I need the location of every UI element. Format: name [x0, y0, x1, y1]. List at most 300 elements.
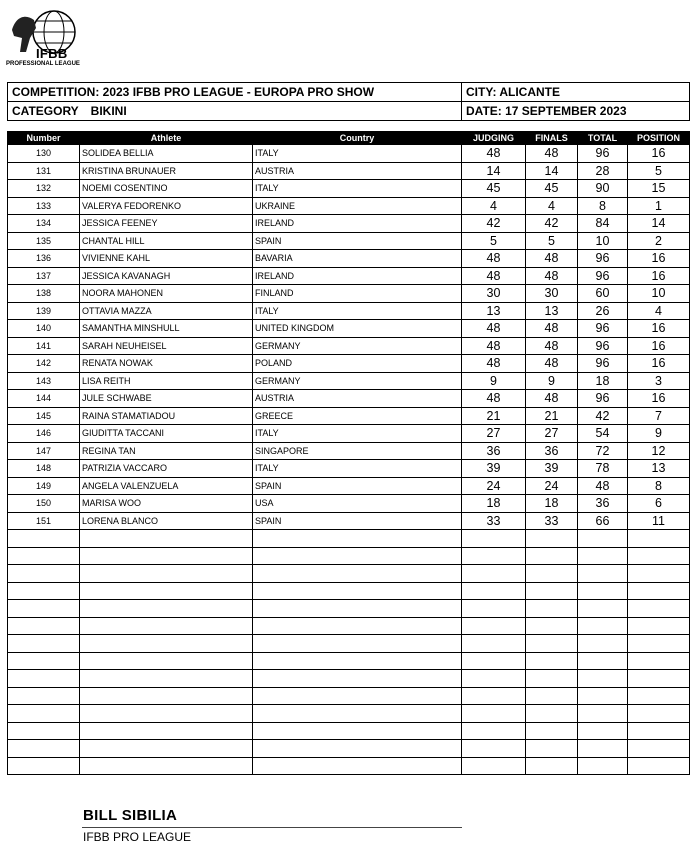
empty-cell — [253, 687, 462, 705]
empty-cell — [462, 547, 526, 565]
athlete-country: AUSTRIA — [253, 162, 462, 180]
placing: 16 — [628, 320, 690, 338]
competition-date: DATE: 17 SEPTEMBER 2023 — [462, 102, 690, 121]
athlete-country: BAVARIA — [253, 250, 462, 268]
empty-table-row — [8, 530, 690, 548]
empty-table-row — [8, 635, 690, 653]
finals-score: 5 — [526, 232, 578, 250]
empty-cell — [8, 705, 80, 723]
athlete-country: ITALY — [253, 302, 462, 320]
placing: 14 — [628, 215, 690, 233]
athlete-name: NOORA MAHONEN — [80, 285, 253, 303]
empty-cell — [253, 705, 462, 723]
placing: 16 — [628, 267, 690, 285]
judging-score: 48 — [462, 355, 526, 373]
empty-cell — [8, 635, 80, 653]
table-row — [8, 425, 690, 443]
total-score: 36 — [578, 495, 628, 513]
table-row — [8, 162, 690, 180]
finals-score: 48 — [526, 250, 578, 268]
athlete-country: SPAIN — [253, 477, 462, 495]
finals-score: 42 — [526, 215, 578, 233]
finals-score: 48 — [526, 320, 578, 338]
athlete-name: JESSICA KAVANAGH — [80, 267, 253, 285]
athlete-number: 136 — [8, 250, 80, 268]
athlete-country: UNITED KINGDOM — [253, 320, 462, 338]
empty-cell — [526, 740, 578, 758]
empty-cell — [80, 635, 253, 653]
empty-cell — [462, 652, 526, 670]
placing: 3 — [628, 372, 690, 390]
judging-score: 48 — [462, 250, 526, 268]
athlete-number: 140 — [8, 320, 80, 338]
finals-score: 39 — [526, 460, 578, 478]
empty-cell — [80, 670, 253, 688]
athlete-number: 134 — [8, 215, 80, 233]
athlete-name: NOEMI COSENTINO — [80, 180, 253, 198]
athlete-country: SINGAPORE — [253, 442, 462, 460]
empty-cell — [628, 670, 690, 688]
logo-subtext: PROFESSIONAL LEAGUE — [6, 61, 80, 67]
empty-cell — [578, 757, 628, 775]
judging-score: 48 — [462, 320, 526, 338]
athlete-name: VIVIENNE KAHL — [80, 250, 253, 268]
finals-score: 48 — [526, 145, 578, 163]
empty-table-row — [8, 582, 690, 600]
athlete-country: POLAND — [253, 355, 462, 373]
empty-cell — [253, 530, 462, 548]
empty-cell — [8, 600, 80, 618]
athlete-name: RENATA NOWAK — [80, 355, 253, 373]
finals-score: 24 — [526, 477, 578, 495]
empty-cell — [628, 757, 690, 775]
athlete-name: GIUDITTA TACCANI — [80, 425, 253, 443]
signature-line — [82, 827, 462, 828]
empty-cell — [253, 652, 462, 670]
placing: 4 — [628, 302, 690, 320]
table-row — [8, 267, 690, 285]
empty-cell — [253, 722, 462, 740]
athlete-name: PATRIZIA VACCARO — [80, 460, 253, 478]
judging-score: 9 — [462, 372, 526, 390]
ifbb-logo — [6, 8, 86, 70]
empty-table-row — [8, 705, 690, 723]
table-row — [8, 250, 690, 268]
empty-cell — [578, 722, 628, 740]
empty-cell — [80, 705, 253, 723]
athlete-country: USA — [253, 495, 462, 513]
empty-cell — [526, 565, 578, 583]
empty-cell — [253, 600, 462, 618]
placing: 1 — [628, 197, 690, 215]
athlete-number: 141 — [8, 337, 80, 355]
athlete-number: 139 — [8, 302, 80, 320]
athlete-country: ITALY — [253, 145, 462, 163]
finals-score: 48 — [526, 355, 578, 373]
empty-cell — [526, 635, 578, 653]
total-score: 96 — [578, 250, 628, 268]
judging-score: 48 — [462, 337, 526, 355]
athlete-number: 145 — [8, 407, 80, 425]
judging-score: 39 — [462, 460, 526, 478]
total-score: 48 — [578, 477, 628, 495]
placing: 7 — [628, 407, 690, 425]
athlete-country: IRELAND — [253, 267, 462, 285]
table-row — [8, 355, 690, 373]
empty-cell — [526, 687, 578, 705]
placing: 15 — [628, 180, 690, 198]
judging-score: 5 — [462, 232, 526, 250]
empty-cell — [578, 635, 628, 653]
athlete-country: ITALY — [253, 425, 462, 443]
empty-cell — [80, 565, 253, 583]
empty-cell — [578, 617, 628, 635]
empty-cell — [628, 565, 690, 583]
athlete-number: 131 — [8, 162, 80, 180]
empty-cell — [628, 582, 690, 600]
empty-cell — [526, 757, 578, 775]
empty-cell — [578, 547, 628, 565]
empty-cell — [8, 547, 80, 565]
table-row — [8, 407, 690, 425]
athlete-name: SARAH NEUHEISEL — [80, 337, 253, 355]
empty-cell — [462, 635, 526, 653]
athlete-number: 132 — [8, 180, 80, 198]
empty-cell — [578, 670, 628, 688]
empty-cell — [628, 652, 690, 670]
empty-cell — [462, 600, 526, 618]
athlete-number: 142 — [8, 355, 80, 373]
empty-cell — [526, 547, 578, 565]
finals-score: 33 — [526, 512, 578, 530]
placing: 16 — [628, 390, 690, 408]
placing: 2 — [628, 232, 690, 250]
empty-cell — [628, 687, 690, 705]
athlete-name: JESSICA FEENEY — [80, 215, 253, 233]
athlete-name: LISA REITH — [80, 372, 253, 390]
results-table — [7, 131, 690, 775]
empty-cell — [462, 687, 526, 705]
empty-cell — [526, 582, 578, 600]
column-header-number: Number — [8, 132, 80, 145]
signature-name: BILL SIBILIA — [83, 807, 178, 824]
table-row — [8, 197, 690, 215]
empty-cell — [8, 565, 80, 583]
empty-cell — [578, 687, 628, 705]
total-score: 96 — [578, 320, 628, 338]
table-row — [8, 232, 690, 250]
empty-cell — [462, 740, 526, 758]
athlete-country: GERMANY — [253, 337, 462, 355]
column-header-position: POSITION — [628, 132, 690, 145]
total-score: 96 — [578, 355, 628, 373]
total-score: 72 — [578, 442, 628, 460]
total-score: 96 — [578, 145, 628, 163]
total-score: 10 — [578, 232, 628, 250]
athlete-number: 148 — [8, 460, 80, 478]
empty-cell — [253, 670, 462, 688]
finals-score: 27 — [526, 425, 578, 443]
empty-cell — [80, 600, 253, 618]
placing: 16 — [628, 250, 690, 268]
athlete-name: KRISTINA BRUNAUER — [80, 162, 253, 180]
athlete-number: 137 — [8, 267, 80, 285]
athlete-country: SPAIN — [253, 232, 462, 250]
judging-score: 27 — [462, 425, 526, 443]
athlete-number: 130 — [8, 145, 80, 163]
empty-table-row — [8, 547, 690, 565]
table-row — [8, 337, 690, 355]
athlete-number: 150 — [8, 495, 80, 513]
empty-cell — [578, 740, 628, 758]
finals-score: 48 — [526, 337, 578, 355]
empty-cell — [8, 722, 80, 740]
signature-organization: IFBB PRO LEAGUE — [83, 830, 192, 844]
table-row — [8, 442, 690, 460]
empty-cell — [578, 530, 628, 548]
finals-score: 14 — [526, 162, 578, 180]
empty-cell — [80, 687, 253, 705]
table-row — [8, 285, 690, 303]
table-row — [8, 145, 690, 163]
placing: 13 — [628, 460, 690, 478]
athlete-name: JULE SCHWABE — [80, 390, 253, 408]
placing: 6 — [628, 495, 690, 513]
column-header-country: Country — [253, 132, 462, 145]
empty-cell — [628, 705, 690, 723]
judging-score: 33 — [462, 512, 526, 530]
empty-cell — [8, 687, 80, 705]
empty-cell — [80, 757, 253, 775]
judging-score: 30 — [462, 285, 526, 303]
placing: 11 — [628, 512, 690, 530]
judging-score: 24 — [462, 477, 526, 495]
total-score: 60 — [578, 285, 628, 303]
judging-score: 18 — [462, 495, 526, 513]
total-score: 42 — [578, 407, 628, 425]
athlete-name: LORENA BLANCO — [80, 512, 253, 530]
column-header-judging: JUDGING — [462, 132, 526, 145]
empty-cell — [8, 617, 80, 635]
empty-cell — [462, 722, 526, 740]
column-header-athlete: Athlete — [80, 132, 253, 145]
placing: 16 — [628, 145, 690, 163]
athlete-country: SPAIN — [253, 512, 462, 530]
empty-table-row — [8, 687, 690, 705]
finals-score: 48 — [526, 390, 578, 408]
placing: 16 — [628, 337, 690, 355]
empty-cell — [526, 652, 578, 670]
finals-score: 21 — [526, 407, 578, 425]
empty-table-row — [8, 565, 690, 583]
empty-cell — [628, 722, 690, 740]
empty-cell — [578, 705, 628, 723]
empty-cell — [628, 617, 690, 635]
athlete-country: ITALY — [253, 460, 462, 478]
total-score: 96 — [578, 337, 628, 355]
placing: 9 — [628, 425, 690, 443]
competition-category — [8, 102, 462, 121]
athlete-number: 146 — [8, 425, 80, 443]
athlete-name: SOLIDEA BELLIA — [80, 145, 253, 163]
empty-table-row — [8, 617, 690, 635]
empty-cell — [628, 740, 690, 758]
empty-cell — [462, 565, 526, 583]
empty-cell — [80, 530, 253, 548]
athlete-name: MARISA WOO — [80, 495, 253, 513]
total-score: 26 — [578, 302, 628, 320]
empty-cell — [80, 582, 253, 600]
athlete-country: IRELAND — [253, 215, 462, 233]
table-row — [8, 512, 690, 530]
total-score: 90 — [578, 180, 628, 198]
competition-city: CITY: ALICANTE — [462, 83, 690, 102]
finals-score: 18 — [526, 495, 578, 513]
placing: 8 — [628, 477, 690, 495]
athlete-number: 143 — [8, 372, 80, 390]
judging-score: 48 — [462, 267, 526, 285]
finals-score: 4 — [526, 197, 578, 215]
total-score: 96 — [578, 390, 628, 408]
athlete-country: UKRAINE — [253, 197, 462, 215]
empty-cell — [462, 670, 526, 688]
total-score: 78 — [578, 460, 628, 478]
finals-score: 30 — [526, 285, 578, 303]
finals-score: 9 — [526, 372, 578, 390]
table-row — [8, 320, 690, 338]
results-body — [8, 145, 690, 775]
empty-cell — [8, 670, 80, 688]
empty-cell — [628, 547, 690, 565]
athlete-country: AUSTRIA — [253, 390, 462, 408]
empty-table-row — [8, 652, 690, 670]
finals-score: 48 — [526, 267, 578, 285]
judging-score: 36 — [462, 442, 526, 460]
judging-score: 14 — [462, 162, 526, 180]
empty-cell — [80, 722, 253, 740]
empty-cell — [628, 600, 690, 618]
total-score: 28 — [578, 162, 628, 180]
empty-cell — [526, 722, 578, 740]
total-score: 54 — [578, 425, 628, 443]
empty-cell — [526, 600, 578, 618]
empty-cell — [462, 582, 526, 600]
empty-cell — [253, 547, 462, 565]
table-row — [8, 372, 690, 390]
empty-cell — [80, 740, 253, 758]
total-score: 8 — [578, 197, 628, 215]
athlete-name: CHANTAL HILL — [80, 232, 253, 250]
table-row — [8, 302, 690, 320]
empty-cell — [253, 565, 462, 583]
judging-score: 4 — [462, 197, 526, 215]
empty-cell — [578, 582, 628, 600]
athlete-name: REGINA TAN — [80, 442, 253, 460]
empty-cell — [628, 635, 690, 653]
empty-cell — [8, 740, 80, 758]
empty-cell — [80, 617, 253, 635]
empty-cell — [80, 652, 253, 670]
empty-table-row — [8, 670, 690, 688]
total-score: 96 — [578, 267, 628, 285]
empty-cell — [253, 740, 462, 758]
competition-name: COMPETITION: 2023 IFBB PRO LEAGUE - EUROPA PRO SHOW — [8, 83, 462, 102]
empty-cell — [628, 530, 690, 548]
total-score: 18 — [578, 372, 628, 390]
athlete-number: 133 — [8, 197, 80, 215]
table-row — [8, 390, 690, 408]
category-value: BIKINI — [90, 104, 127, 118]
total-score: 84 — [578, 215, 628, 233]
athlete-name: SAMANTHA MINSHULL — [80, 320, 253, 338]
athlete-number: 147 — [8, 442, 80, 460]
empty-cell — [578, 652, 628, 670]
placing: 10 — [628, 285, 690, 303]
empty-cell — [253, 635, 462, 653]
logo-brand-text: IFBB — [36, 46, 68, 61]
table-row — [8, 180, 690, 198]
empty-table-row — [8, 757, 690, 775]
athlete-number: 138 — [8, 285, 80, 303]
empty-cell — [526, 705, 578, 723]
athlete-country: GERMANY — [253, 372, 462, 390]
empty-cell — [462, 617, 526, 635]
judging-score: 48 — [462, 145, 526, 163]
judging-score: 21 — [462, 407, 526, 425]
placing: 16 — [628, 355, 690, 373]
athlete-name: RAINA STAMATIADOU — [80, 407, 253, 425]
athlete-name: OTTAVIA MAZZA — [80, 302, 253, 320]
empty-table-row — [8, 600, 690, 618]
athlete-name: ANGELA VALENZUELA — [80, 477, 253, 495]
empty-table-row — [8, 740, 690, 758]
judging-score: 48 — [462, 390, 526, 408]
finals-score: 13 — [526, 302, 578, 320]
empty-cell — [526, 617, 578, 635]
empty-cell — [462, 757, 526, 775]
placing: 5 — [628, 162, 690, 180]
empty-table-row — [8, 722, 690, 740]
competition-info-table — [7, 82, 690, 121]
category-label: CATEGORY — [12, 104, 79, 118]
judging-score: 13 — [462, 302, 526, 320]
column-header-finals: FINALS — [526, 132, 578, 145]
empty-cell — [8, 582, 80, 600]
table-row — [8, 495, 690, 513]
empty-cell — [80, 547, 253, 565]
empty-cell — [462, 530, 526, 548]
athlete-country: GREECE — [253, 407, 462, 425]
empty-cell — [462, 705, 526, 723]
table-row — [8, 460, 690, 478]
placing: 12 — [628, 442, 690, 460]
empty-cell — [8, 757, 80, 775]
empty-cell — [526, 670, 578, 688]
total-score: 66 — [578, 512, 628, 530]
empty-cell — [253, 582, 462, 600]
empty-cell — [578, 600, 628, 618]
empty-cell — [578, 565, 628, 583]
table-row — [8, 215, 690, 233]
column-header-total: TOTAL — [578, 132, 628, 145]
finals-score: 45 — [526, 180, 578, 198]
finals-score: 36 — [526, 442, 578, 460]
empty-cell — [8, 530, 80, 548]
judging-score: 42 — [462, 215, 526, 233]
athlete-country: ITALY — [253, 180, 462, 198]
athlete-country: FINLAND — [253, 285, 462, 303]
athlete-number: 144 — [8, 390, 80, 408]
